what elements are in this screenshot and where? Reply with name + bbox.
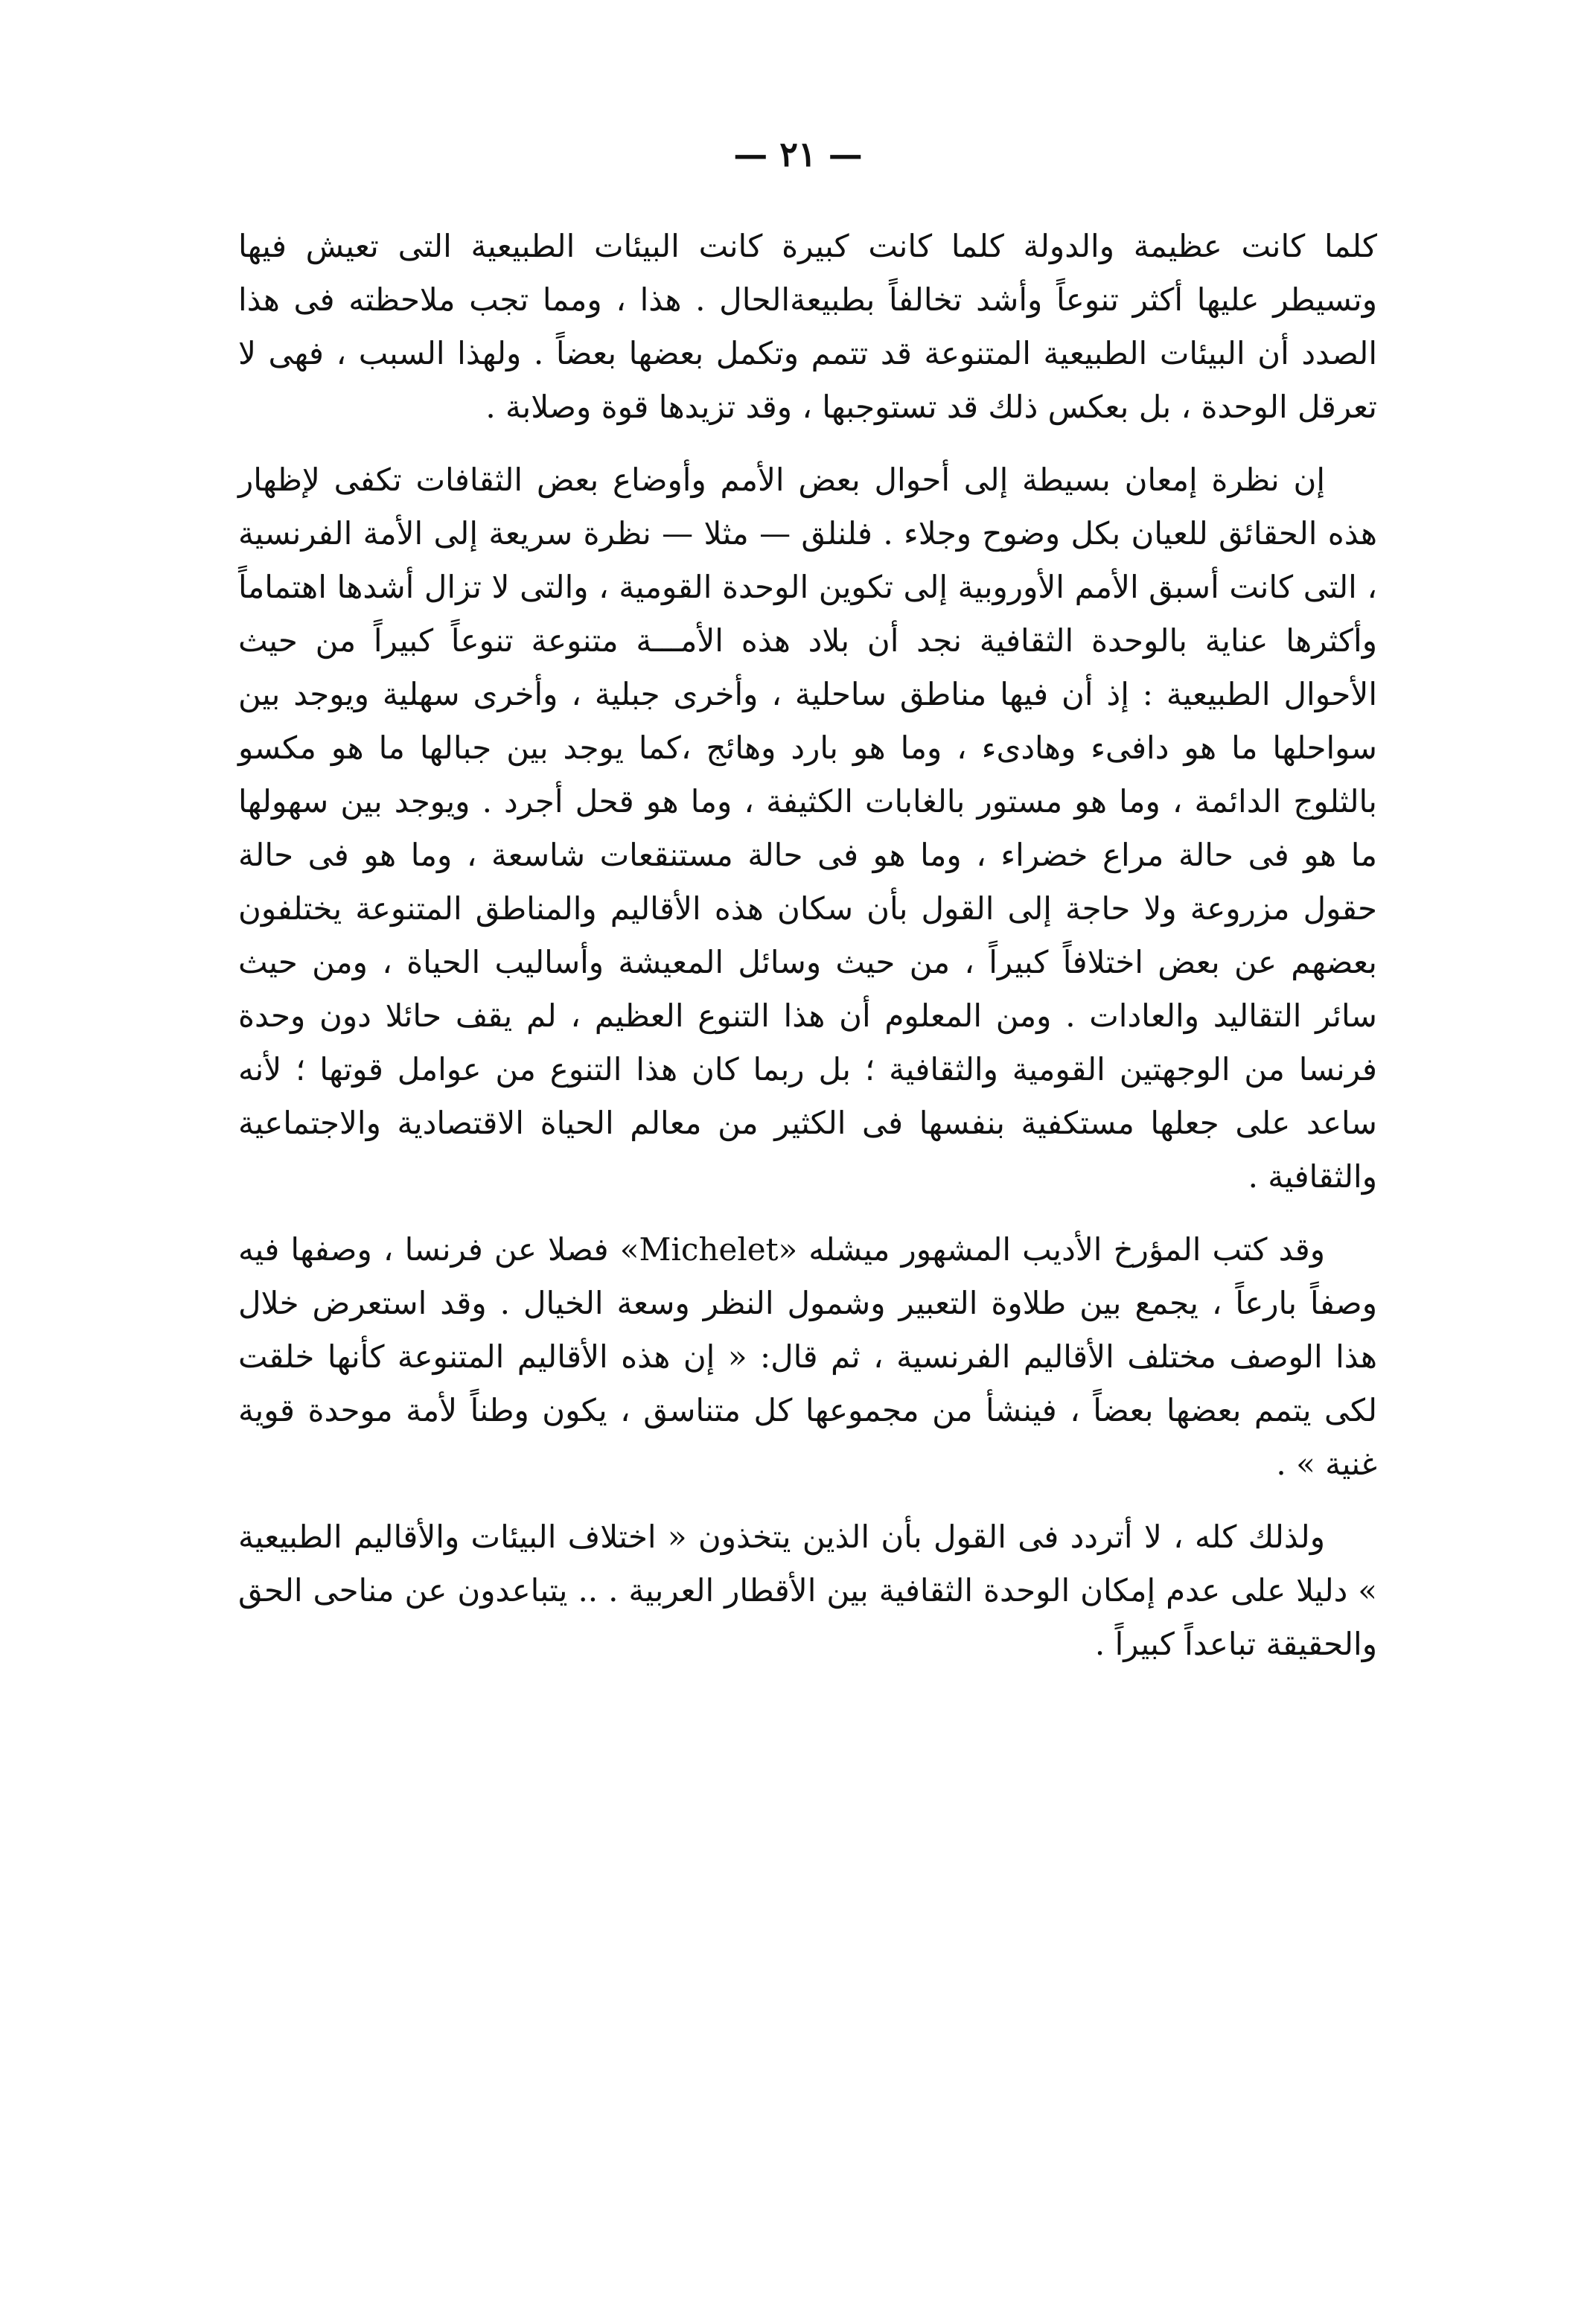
page-number: — ٢١ — xyxy=(733,134,863,174)
paragraph-2: إن نظرة إمعان بسيطة إلى أحوال بعض الأمم وأوضاع بعض الثقافات تكفى لإظهار هذه الحقائق للعيان بكل وضوح وجلاء . فلنلق — مثلا — نظرة سريعة إلى الأمة الفرنسية ، التى كانت أسبق الأمم الأوروبية إلى تكوين الوحدة القومية ، والتى لا تزال أشدها اهتماماً وأكثرها عناية بالوحدة الثقافية نجد أن بلاد هذه الأمـــة متنوعة تنوعاً كبيراً من حيث الأحوال الطبيعية : إذ أن فيها مناطق ساحلية ، وأخرى جبلية ، وأخرى سهلية ويوجد بين سواحلها ما هو دافىء وهادىء ، وما هو بارد وهائج ،كما يوجد بين جبالها ما هو مكسو بالثلوج الدائمة ، وما هو مستور بالغابات الكثيفة ، وما هو قحل أجرد . ويوجد بين سهولها ما هو فى حالة مراع خضراء ، وما هو فى حالة مستنقعات شاسعة ، وما هو فى حالة حقول مزروعة ولا حاجة إلى القول بأن سكان هذه الأقاليم والمناطق المتنوعة يختلفون بعضهم عن بعض اختلافاً كبيراً ، من حيث وسائل المعيشة وأساليب الحياة ، ومن حيث سائر التقاليد والعادات . ومن المعلوم أن هذا التنوع العظيم ، لم يقف حائلا دون وحدة فرنسا من الوجهتين القومية والثقافية ؛ بل ربما كان هذا التنوع من عوامل قوتها ؛ لأنه ساعد على جعلها مستكفية بنفسها فى الكثير من معالم الحياة الاقتصادية والاجتماعية والثقافية . xyxy=(238,462,1377,1195)
paragraph-4: ولذلك كله ، لا أتردد فى القول بأن الذين يتخذون « اختلاف البيئات والأقاليم الطبيعية » دليلا على عدم إمكان الوحدة الثقافية بين الأقطار العربية . .. يتباعدون عن مناحى الحق والحقيقة تباعداً كبيراً . xyxy=(238,1519,1377,1662)
paragraph-3: وقد كتب المؤرخ الأديب المشهور ميشله «Michelet» فصلا عن فرنسا ، وصفها فيه وصفاً بارعاً ، يجمع بين طلاوة التعبير وشمول النظر وسعة الخيال . وقد استعرض خلال هذا الوصف مختلف الأقاليم الفرنسية ، ثم قال: « إن هذه الأقاليم المتنوعة كأنها خلقت لكى يتمم بعضها بعضاً ، فينشأ من مجموعها كل متناسق ، يكون وطناً لأمة موحدة قوية غنية » . xyxy=(238,1231,1377,1482)
body-text xyxy=(238,220,1377,1690)
paragraph-1: كلما كانت عظيمة والدولة كلما كانت كبيرة كانت البيئات الطبيعية التى تعيش فيها وتسيطر عليها أكثر تنوعاً وأشد تخالفاً بطبيعةالحال . هذا ، ومما تجب ملاحظته فى هذا الصدد أن البيئات الطبيعية المتنوعة قد تتمم وتكمل بعضها بعضاً . ولهذا السبب ، فهى لا تعرقل الوحدة ، بل بعكس ذلك قد تستوجبها ، وقد تزيدها قوة وصلابة . xyxy=(238,228,1377,425)
